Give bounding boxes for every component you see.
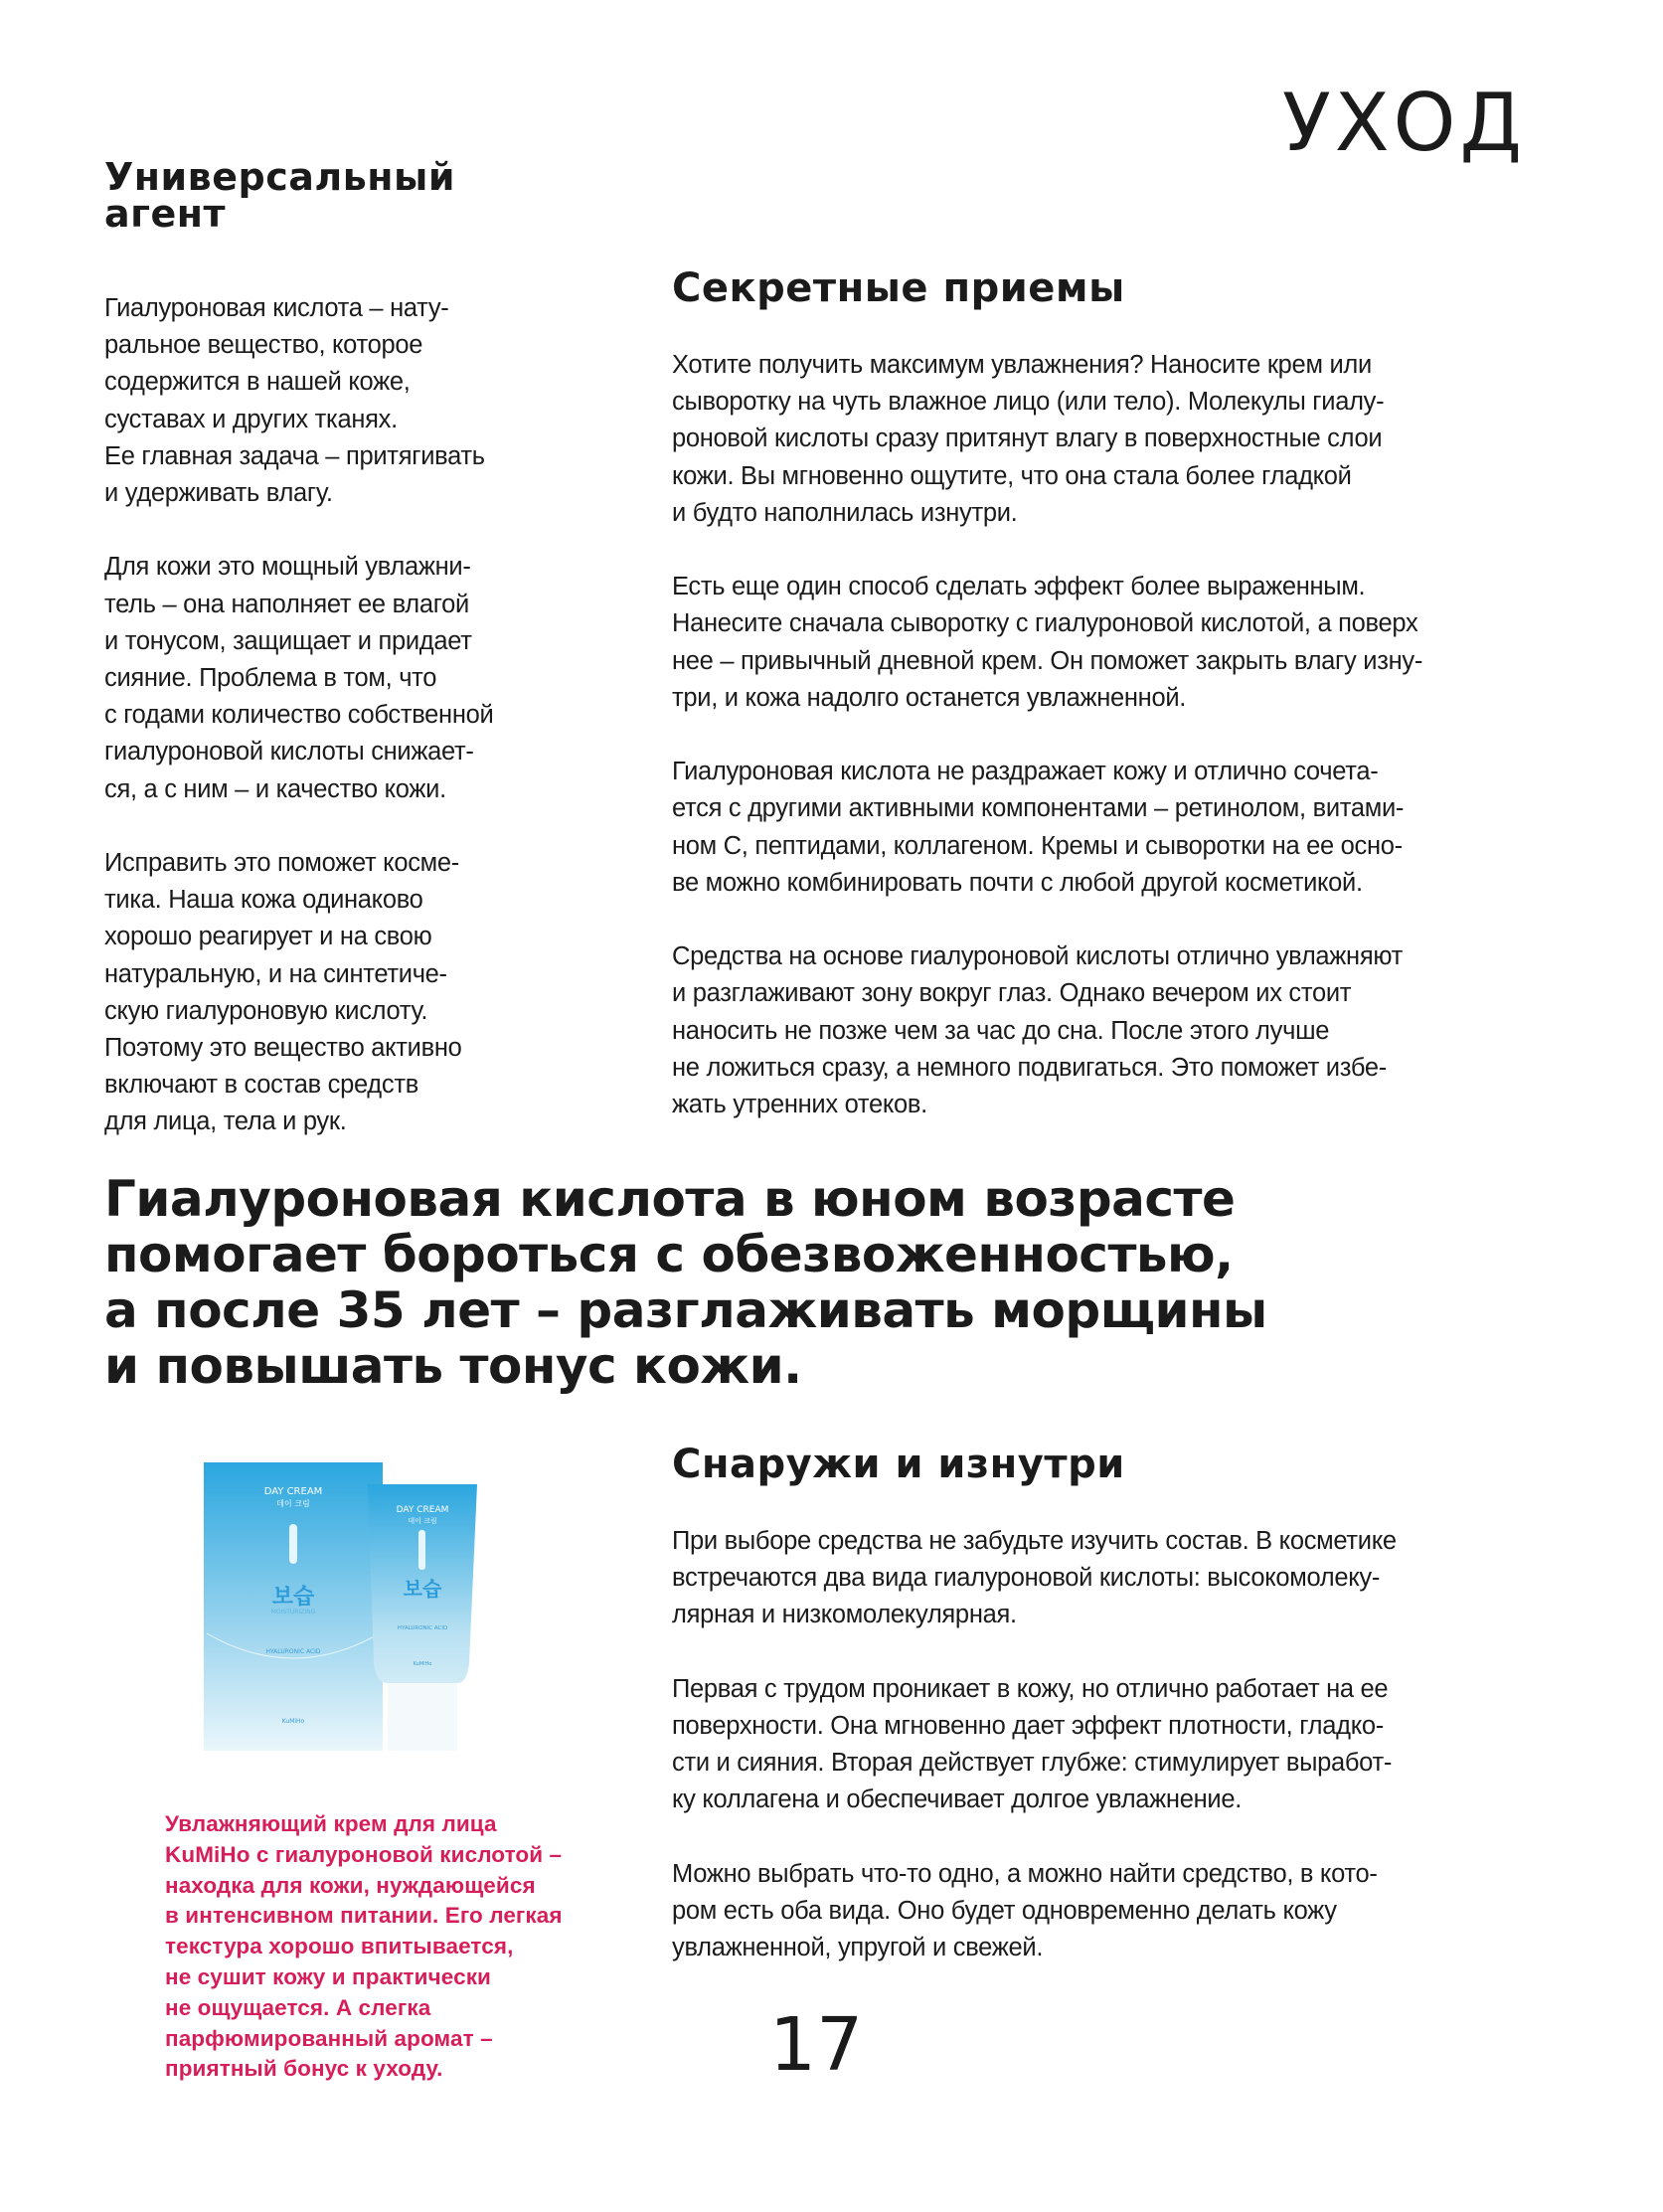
- text-line: сыворотку на чуть влажное лицо (или тело). Молекулы гиалу-: [672, 388, 1385, 417]
- box-label: DAY CREAM: [263, 1486, 323, 1497]
- left-column: [104, 155, 494, 1178]
- heading-line: агент: [104, 192, 227, 236]
- text-line: тель – она наполняет ее влагой: [104, 590, 469, 618]
- page-number: 17: [769, 2002, 864, 2088]
- text-line: содержится в нашей коже,: [104, 368, 411, 397]
- text-line: Исправить это поможет косме-: [104, 849, 459, 878]
- heading-outside-inside: Снаружи и изнутри: [672, 1442, 1125, 1487]
- text-line: и разглаживают зону вокруг глаз. Однако вечером их стоит: [672, 979, 1352, 1008]
- paragraph: [104, 290, 493, 512]
- text-line: сти и сияния. Вторая действует глубже: стимулирует выработ-: [672, 1749, 1393, 1778]
- caption-line: Увлажняющий крем для лица: [165, 1811, 497, 1836]
- text-line: для лица, тела и рук.: [104, 1107, 347, 1136]
- box-sub-label: MOISTURIZING: [270, 1609, 316, 1616]
- caption-line: не ощущается. А слегка: [165, 1994, 431, 2020]
- text-line: ся, а с ним – и качество кожи.: [104, 774, 446, 803]
- box-main-korean: 보습: [271, 1585, 315, 1610]
- product-caption: [165, 1809, 563, 2085]
- product-box: [204, 1462, 383, 1751]
- right-body-text: [672, 347, 1422, 1123]
- text-line: Средства на основе гиалуроновой кислоты отлично увлажняют: [672, 942, 1403, 971]
- heading-universal-agent: [104, 155, 493, 236]
- text-line: скую гиалуроновую кислоту.: [104, 996, 428, 1025]
- text-line: Поэтому это вещество активно: [104, 1034, 462, 1063]
- text-line: ном С, пептидами, коллагеном. Кремы и сыворотки на ее осно-: [672, 831, 1403, 860]
- text-line: ром есть оба вида. Оно будет одновременно делать кожу: [672, 1897, 1337, 1925]
- text-line: поверхности. Она мгновенно дает эффект плотности, гладко-: [672, 1712, 1384, 1740]
- text-line: и тонусом, защищает и придает: [104, 626, 472, 655]
- quote-line: и повышать тонус кожи.: [104, 1337, 802, 1395]
- text-line: натуральную, и на синтетиче-: [104, 959, 447, 988]
- paragraph: [672, 347, 1422, 532]
- text-line: три, и кожа надолго останется увлажненной.: [672, 683, 1187, 712]
- text-line: ве можно комбинировать почти с любой другой косметикой.: [672, 868, 1363, 897]
- tube-label: DAY CREAM: [396, 1505, 449, 1515]
- text-line: Ее главная задача – притягивать: [104, 441, 485, 470]
- product-image-kumiho-cream: [159, 1435, 547, 1792]
- text-line: сияние. Проблема в том, что: [104, 664, 437, 693]
- text-line: Нанесите сначала сыворотку с гиалуроновой кислотой, а поверх: [672, 609, 1418, 638]
- paragraph: [672, 938, 1422, 1123]
- quote-line: Гиалуроновая кислота в юном возрасте: [104, 1170, 1236, 1228]
- text-line: не ложиться сразу, а немного подвигаться. Это поможет избе-: [672, 1053, 1387, 1082]
- heading-line: Универсальный: [104, 155, 455, 199]
- caption-line: парфюмированный аромат –: [165, 2025, 493, 2051]
- right-column: [672, 265, 1423, 1160]
- paragraph: [672, 1523, 1397, 1634]
- product-tube: [368, 1484, 477, 1751]
- text-line: увлажненной, упругой и свежей.: [672, 1934, 1044, 1962]
- text-line: Гиалуроновая кислота не раздражает кожу и отлично сочета-: [672, 758, 1379, 786]
- paragraph: [104, 549, 493, 807]
- quote-line: помогает бороться с обезвоженностью,: [104, 1226, 1234, 1283]
- quote-line: а после 35 лет – разглаживать морщины: [104, 1281, 1267, 1339]
- bottom-right-column: [672, 1442, 1397, 2004]
- text-line: Есть еще один способ сделать эффект более выраженным.: [672, 573, 1366, 601]
- text-line: Хотите получить максимум увлажнения? Наносите крем или: [672, 351, 1372, 379]
- caption-line: KuMiHo с гиалуроновой кислотой –: [165, 1841, 563, 1867]
- paragraph: [672, 1856, 1397, 1967]
- text-line: и будто наполнилась изнутри.: [672, 498, 1018, 527]
- text-line: ральное вещество, которое: [104, 331, 423, 360]
- caption-line: текстура хорошо впитывается,: [165, 1934, 514, 1959]
- text-line: Гиалуроновая кислота – нату-: [104, 294, 449, 322]
- text-line: Можно выбрать что-то одно, а можно найти средство, в кото-: [672, 1859, 1378, 1888]
- text-line: нее – привычный дневной крем. Он поможет закрыть влагу изну-: [672, 646, 1423, 675]
- text-line: При выборе средства не забудьте изучить состав. В косметике: [672, 1527, 1397, 1555]
- left-body-text: [104, 290, 493, 1141]
- caption-line: не сушит кожу и практически: [165, 1963, 491, 1989]
- text-line: встречаются два вида гиалуроновой кислоты: высокомолеку-: [672, 1564, 1381, 1593]
- paragraph: [672, 754, 1422, 902]
- tube-brand: KuMiHo: [413, 1661, 432, 1667]
- text-line: лярная и низкомолекулярная.: [672, 1601, 1017, 1629]
- text-line: и удерживать влагу.: [104, 479, 333, 508]
- text-line: хорошо реагирует и на свою: [104, 923, 432, 951]
- text-line: ку коллагена и обеспечивает долгое увлажнение.: [672, 1786, 1242, 1814]
- paragraph: [672, 1671, 1397, 1819]
- tube-main-korean: 보습: [403, 1577, 442, 1601]
- text-line: включают в состав средств: [104, 1071, 418, 1100]
- text-line: ется с другими активными компонентами – ретинолом, витами-: [672, 794, 1405, 823]
- text-line: наносить не позже чем за час до сна. После этого лучше: [672, 1016, 1330, 1045]
- text-line: Первая с трудом проникает в кожу, но отлично работает на ее: [672, 1674, 1389, 1703]
- text-line: Для кожи это мощный увлажни-: [104, 553, 471, 582]
- heading-secret-tricks: Секретные приемы: [672, 265, 1125, 311]
- tube-ingredient: HYALURONIC ACID: [397, 1625, 448, 1631]
- section-title: УХОД: [1282, 77, 1527, 169]
- box-korean: 데이 크림: [276, 1499, 310, 1508]
- box-ingredient: HYALURONIC ACID: [265, 1648, 321, 1655]
- paragraph: [672, 569, 1422, 717]
- bottom-body-text: [672, 1523, 1397, 1966]
- caption-line: приятный бонус к уходу.: [165, 2056, 443, 2082]
- text-line: суставах и других тканях.: [104, 405, 398, 433]
- text-line: кожи. Вы мгновенно ощутите, что она стала более гладкой: [672, 461, 1352, 490]
- text-line: роновой кислоты сразу притянут влагу в поверхностные слои: [672, 425, 1383, 453]
- text-line: гиалуроновой кислоты снижает-: [104, 738, 474, 766]
- box-brand: KuMiHo: [281, 1718, 305, 1725]
- pull-quote: [104, 1171, 1267, 1394]
- text-line: жать утренних отеков.: [672, 1091, 927, 1119]
- tube-korean: 데이 크림: [408, 1517, 437, 1525]
- caption-line: находка для кожи, нуждающейся: [165, 1872, 536, 1898]
- caption-line: в интенсивном питании. Его легкая: [165, 1903, 563, 1929]
- paragraph: [104, 845, 493, 1141]
- text-line: тика. Наша кожа одинаково: [104, 886, 423, 915]
- text-line: с годами количество собственной: [104, 701, 494, 730]
